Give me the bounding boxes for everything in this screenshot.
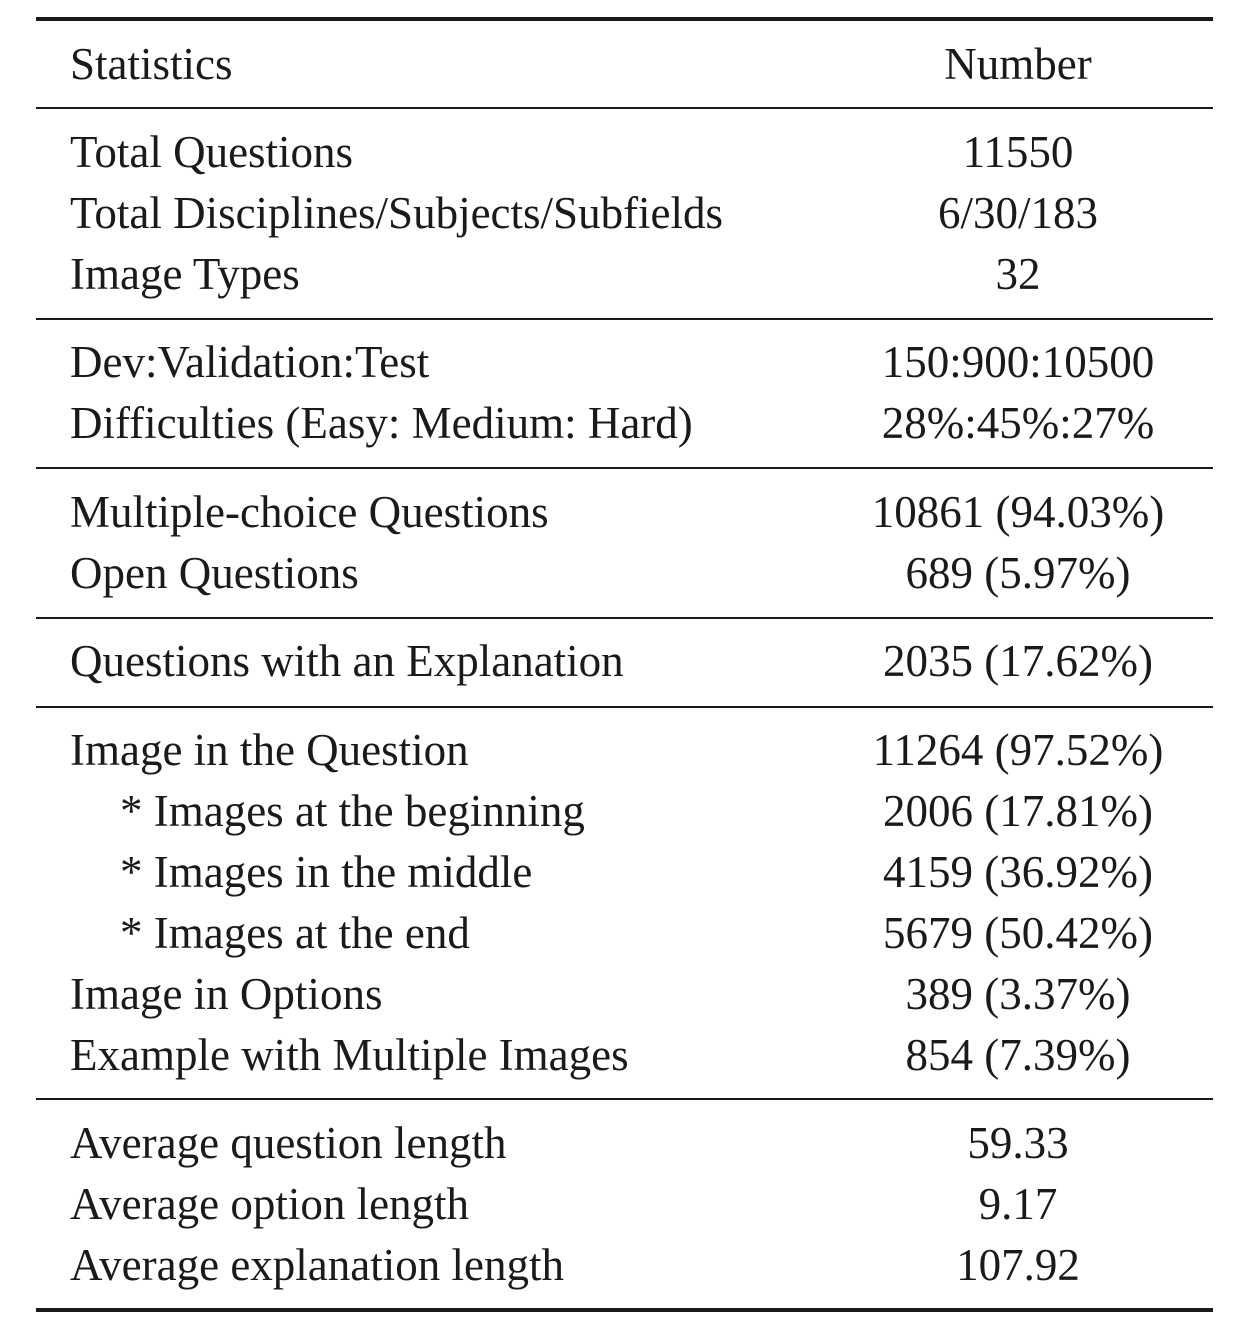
row-value: 107.92	[956, 1240, 1080, 1290]
row-label: Questions with an Explanation	[70, 636, 624, 686]
row-label: Multiple-choice Questions	[70, 487, 549, 537]
row-value: 4159 (36.92%)	[883, 847, 1153, 897]
row-value: 2035 (17.62%)	[883, 636, 1153, 686]
row-value: 389 (3.37%)	[905, 969, 1131, 1019]
group-rule	[36, 1098, 1213, 1100]
group-rule	[36, 318, 1213, 320]
top-rule	[36, 17, 1213, 21]
row-value: 28%:45%:27%	[881, 398, 1155, 448]
row-label-sub: * Images in the middle	[120, 847, 533, 897]
bottom-rule	[36, 1308, 1213, 1312]
row-value: 11264 (97.52%)	[872, 725, 1164, 775]
row-value: 9.17	[978, 1179, 1058, 1229]
row-value: 150:900:10500	[881, 337, 1155, 387]
group-rule	[36, 617, 1213, 619]
row-label: Image in Options	[70, 969, 383, 1019]
group-rule	[36, 706, 1213, 708]
row-label-sub: * Images at the beginning	[120, 786, 585, 836]
row-label: Average explanation length	[70, 1240, 564, 1290]
row-value: 2006 (17.81%)	[883, 786, 1153, 836]
group-rule	[36, 467, 1213, 469]
row-label: Image in the Question	[70, 725, 469, 775]
row-label: Image Types	[70, 249, 300, 299]
row-label: Open Questions	[70, 548, 359, 598]
row-label: Average option length	[70, 1179, 470, 1229]
row-value: 11550	[962, 127, 1074, 177]
header-rule	[36, 107, 1213, 109]
row-value: 5679 (50.42%)	[883, 908, 1153, 958]
row-value: 6/30/183	[937, 188, 1098, 238]
column-header-number: Number	[944, 39, 1092, 89]
row-label: Total Questions	[70, 127, 354, 177]
row-value: 32	[995, 249, 1041, 299]
row-label-sub: * Images at the end	[120, 908, 470, 958]
row-value: 59.33	[967, 1118, 1069, 1168]
row-label: Dev:Validation:Test	[70, 337, 430, 387]
row-label: Example with Multiple Images	[70, 1030, 629, 1080]
row-label: Average question length	[70, 1118, 507, 1168]
row-value: 854 (7.39%)	[905, 1030, 1131, 1080]
row-value: 10861 (94.03%)	[871, 487, 1165, 537]
row-value: 689 (5.97%)	[905, 548, 1131, 598]
row-label: Difficulties (Easy: Medium: Hard)	[70, 398, 693, 448]
column-header-statistics: Statistics	[70, 39, 233, 89]
row-label: Total Disciplines/Subjects/Subfields	[70, 188, 724, 238]
